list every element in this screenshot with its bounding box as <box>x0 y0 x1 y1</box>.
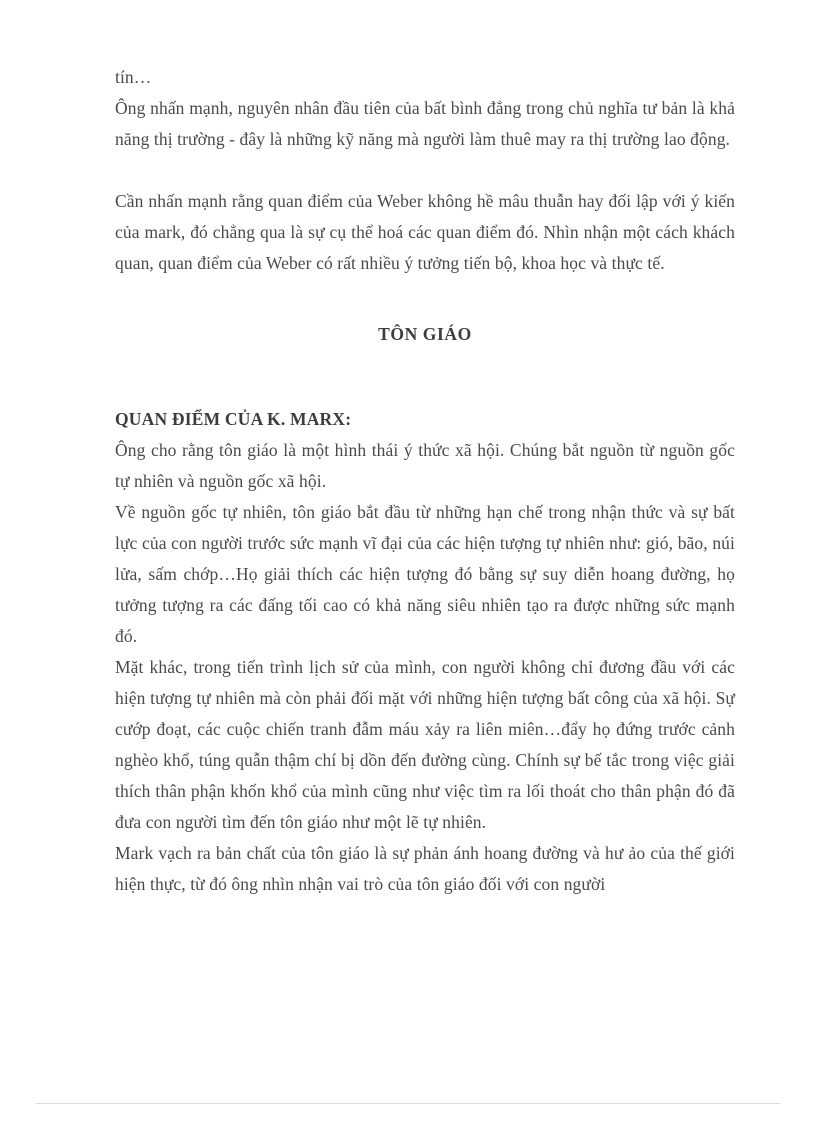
section-title-religion: TÔN GIÁO <box>378 324 472 344</box>
section-spacer-below-title <box>115 350 735 404</box>
paragraph-weber-view: Cần nhấn mạnh rằng quan điểm của Weber không hề mâu thuẫn hay đối lập với ý kiến của mark, đó chẳng qua là sự cụ thể hoá các quan điểm đó. Nhìn nhận một cách khách quan, quan điểm của Weber có rất nhiều ý tưởng tiến bộ, khoa học và thực tế. <box>115 191 735 273</box>
paragraph-religion-social-consciousness: Ông cho rằng tôn giáo là một hình thái ý thức xã hội. Chúng bắt nguồn từ nguồn gốc tự nhiên và nguồn gốc xã hội. <box>115 440 735 491</box>
paragraph-social-origin: Mặt khác, trong tiến trình lịch sử của mình, con người không chỉ đương đầu với các hiện tượng tự nhiên mà còn phải đối mặt với những hiện tượng bất công của xã hội. Sự cướp đoạt, các cuộc chiến tranh đẫm máu xảy ra liên miên…đẩy họ đứng trước cảnh nghèo khổ, túng quẫn thậm chí bị dồn đến đường cùng. Chính sự bế tắc trong việc giải thích thân phận khốn khổ của mình cũng như việc tìm ra lối thoát cho thân phận đó đã đưa con người tìm đến tôn giáo như một lẽ tự nhiên. <box>115 657 735 832</box>
paragraph-opening-fragment: tín… <box>115 67 152 87</box>
paragraph-marx-essence-of-religion: Mark vạch ra bản chất của tôn giáo là sự phản ánh hoang đường và hư ảo của thế giới hiện thực, từ đó ông nhìn nhận vai trò của tôn giáo đối với con người <box>115 843 735 894</box>
document-body <box>115 62 735 900</box>
paragraph-natural-origin: Về nguồn gốc tự nhiên, tôn giáo bắt đầu từ những hạn chế trong nhận thức và sự bất lực của con người trước sức mạnh vĩ đại của các hiện tượng tự nhiên như: gió, bão, núi lửa, sấm chớp…Họ giải thích các hiện tượng đó bằng sự suy diễn hoang đường, họ tưởng tượng ra các đấng tối cao có khả năng siêu nhiên tạo ra được những sức mạnh đó. <box>115 502 735 646</box>
subheading-marx-viewpoint: QUAN ĐIỂM CỦA K. MARX: <box>115 409 352 429</box>
paragraph-spacer <box>115 155 735 186</box>
paragraph-market-inequality: Ông nhấn mạnh, nguyên nhân đầu tiên của bất bình đẳng trong chủ nghĩa tư bản là khả năng thị trường - đây là những kỹ năng mà người làm thuê may ra thị trường lao động. <box>115 98 735 149</box>
section-spacer-above-title <box>115 279 735 319</box>
page-footer-divider <box>36 1103 780 1104</box>
